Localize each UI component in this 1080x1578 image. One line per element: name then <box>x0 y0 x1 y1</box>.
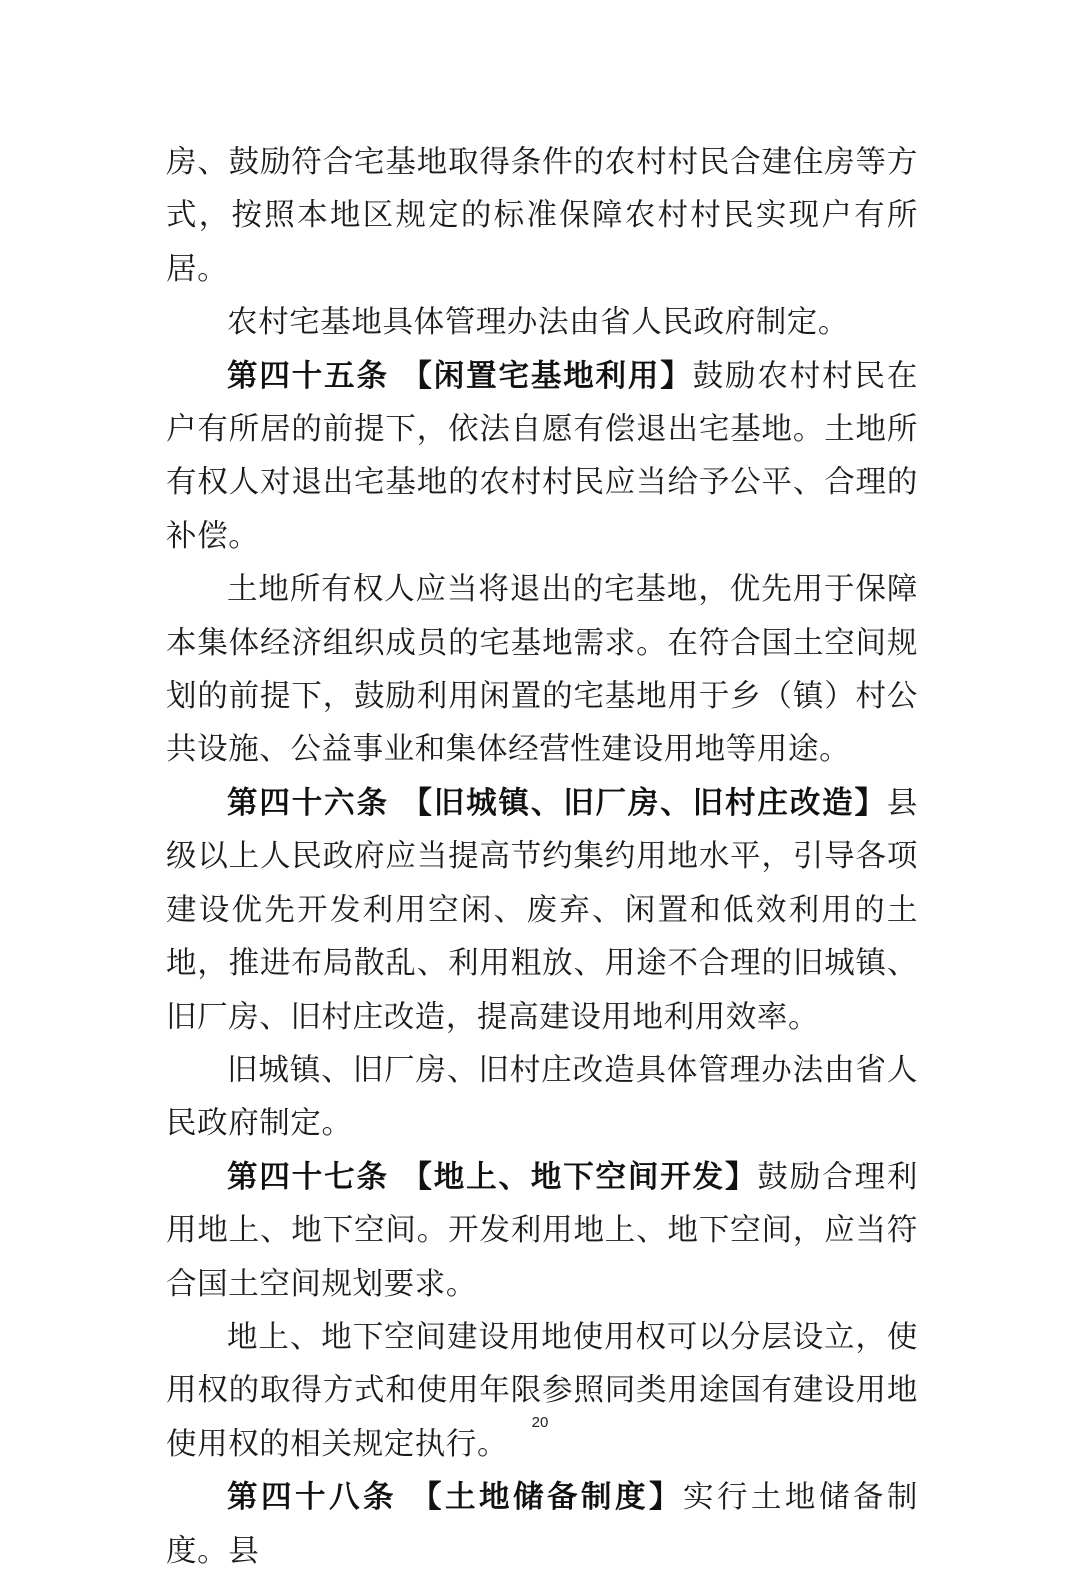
paragraph-text: 鼓励农村村民在户有所居的前提下，依法自愿有偿退出宅基地。土地所有权人对退出宅基地的农村村民应当给予公平、合理的补偿。 <box>166 358 918 554</box>
paragraph-text: 旧城镇、旧厂房、旧村庄改造具体管理办法由省人民政府制定。 <box>166 1052 918 1142</box>
paragraph-text: 实行土地储备制度。县 <box>166 1480 918 1569</box>
paragraph-text: 土地所有权人应当将退出的宅基地，优先用于保障本集体经济组织成员的宅基地需求。在符合国土空间规划的前提下，鼓励利用闲置的宅基地用于乡（镇）村公共设施、公益事业和集体经营性建设用地等用途。 <box>166 572 918 768</box>
paragraph-text: 房、鼓励符合宅基地取得条件的农村村民合建住房等方式，按照本地区规定的标准保障农村村民实现户有所居。 <box>166 145 918 287</box>
paragraph-text: 县级以上人民政府应当提高节约集约用地水平，引导各项建设优先开发利用空闲、废弃、闲置和低效利用的土地，推进布局散乱、利用粗放、用途不合理的旧城镇、旧厂房、旧村庄改造，提高建设用地利用效率。 <box>166 785 918 1035</box>
article-heading: 第四十五条 【闲置宅基地利用】 <box>227 358 693 394</box>
article-heading: 第四十七条 【地上、地下空间开发】 <box>227 1159 758 1195</box>
article-46 <box>166 777 918 1044</box>
paragraph-2 <box>166 296 918 349</box>
article-heading: 第四十八条 【土地储备制度】 <box>227 1480 683 1516</box>
paragraph-6 <box>166 1044 918 1151</box>
article-47 <box>166 1151 918 1311</box>
paragraph-text: 农村宅基地具体管理办法由省人民政府制定。 <box>227 305 849 341</box>
article-45 <box>166 350 918 564</box>
paragraph-text: 地上、地下空间建设用地使用权可以分层设立，使用权的取得方式和使用年限参照同类用途国有建设用地使用权的相关规定执行。 <box>166 1319 918 1462</box>
paragraph-4 <box>166 563 918 777</box>
article-heading: 第四十六条 【旧城镇、旧厂房、旧村庄改造】 <box>227 785 887 821</box>
paragraph-8 <box>166 1311 918 1471</box>
body-text <box>166 136 918 1578</box>
article-48 <box>166 1471 918 1578</box>
paragraph-text: 鼓励合理利用地上、地下空间。开发利用地上、地下空间，应当符合国土空间规划要求。 <box>166 1159 919 1302</box>
page-number: 20 <box>531 1414 549 1431</box>
paragraph-1 <box>166 136 918 296</box>
